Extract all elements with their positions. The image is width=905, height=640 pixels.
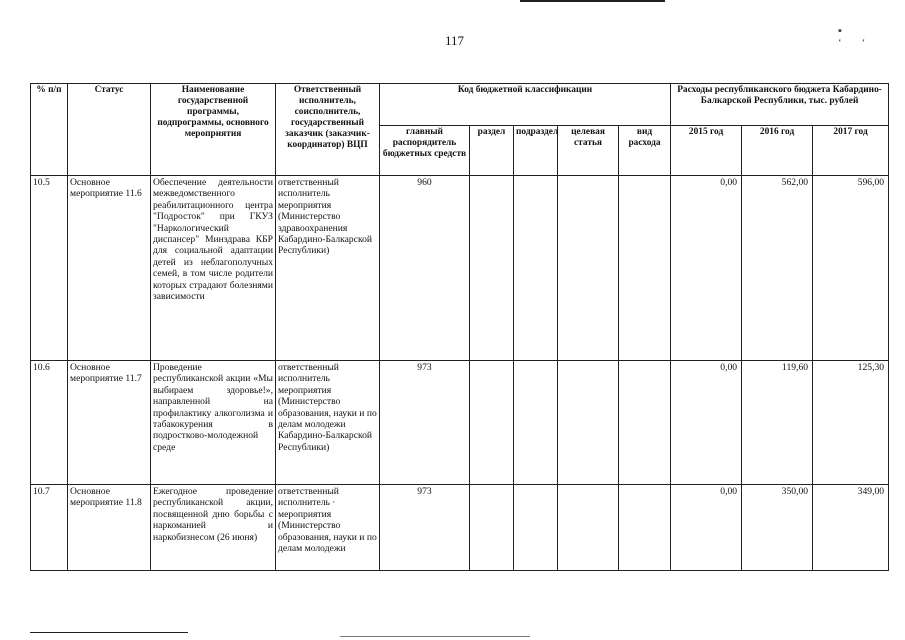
row-responsible: ответственный исполнитель мероприятия (Министерство здравоохранения Кабардино-Балкарской Республики) [276,176,380,361]
row-2015: 0,00 [671,361,742,485]
row-name: Обеспечение деятельности межведомственного реабилитационного центра "Подросток" при ГКУЗ "Наркологический диспансер" Минздрава КБР для социальной адаптации детей из неблагополучных семей, в том числе родители которых страдают болезнями зависимости [151,176,276,361]
row-section [470,485,514,571]
header-section: раздел [470,126,514,176]
row-type [619,176,671,361]
row-num: 10.6 [31,361,68,485]
page-number: 117 [445,33,465,48]
row-subsection [514,485,558,571]
budget-table [30,83,889,571]
row-2015: 0,00 [671,485,742,571]
row-target [558,485,619,571]
table-row [31,361,889,485]
row-2017: 596,00 [813,176,889,361]
header-num: % п/п [31,84,68,176]
scan-marks: ▪ ʻʻ [838,25,886,49]
header-target: целевая статья [558,126,619,176]
header-responsible: Ответственный исполнитель, соисполнитель, государственный заказчик (заказчик-координатор) ВЦП [276,84,380,176]
footnote-separator [30,632,188,633]
header-type: вид расхода [619,126,671,176]
header-subsection: подраздел [514,126,558,176]
row-2015: 0,00 [671,176,742,361]
row-status: Основное мероприятие 11.7 [68,361,151,485]
table-row [31,176,889,361]
header-status: Статус [68,84,151,176]
row-2017: 349,00 [813,485,889,571]
row-grbs: 973 [380,361,470,485]
row-grbs: 973 [380,485,470,571]
row-2017: 125,30 [813,361,889,485]
header-grbs: главный распорядитель бюджетных средств [380,126,470,176]
row-2016: 350,00 [742,485,813,571]
table-row [31,485,889,571]
row-responsible: ответственный исполнитель · мероприятия (Министерство образования, науки и по делам молодежи [276,485,380,571]
bottom-scan-line [340,636,530,637]
row-2016: 562,00 [742,176,813,361]
row-target [558,361,619,485]
header-name: Наименование государственной программы, подпрограммы, основного мероприятия [151,84,276,176]
row-2016: 119,60 [742,361,813,485]
header-2016: 2016 год [742,126,813,176]
row-type [619,361,671,485]
row-section [470,176,514,361]
header-2017: 2017 год [813,126,889,176]
row-responsible: ответственный исполнитель мероприятия (Министерство образования, науки и по делам молодежи Кабардино-Балкарской Республики) [276,361,380,485]
row-name: Ежегодное проведение республиканской акции, посвященной дню борьбы с наркоманией и наркобизнесом (26 июня) [151,485,276,571]
row-num: 10.5 [31,176,68,361]
row-name: Проведение республиканской акции «Мы выбираем здоровье!», направленной на профилактику алкоголизма и табакокурения в подростково-молодежной среде [151,361,276,485]
top-edge-line [520,0,665,2]
row-subsection [514,176,558,361]
row-subsection [514,361,558,485]
row-status: Основное мероприятие 11.6 [68,176,151,361]
row-type [619,485,671,571]
row-status: Основное мероприятие 11.8 [68,485,151,571]
row-target [558,176,619,361]
row-section [470,361,514,485]
header-budget-code: Код бюджетной классификации [380,84,671,126]
header-2015: 2015 год [671,126,742,176]
header-expenses: Расходы республиканского бюджета Кабардино-Балкарской Республики, тыс. рублей [671,84,889,126]
row-num: 10.7 [31,485,68,571]
row-grbs: 960 [380,176,470,361]
